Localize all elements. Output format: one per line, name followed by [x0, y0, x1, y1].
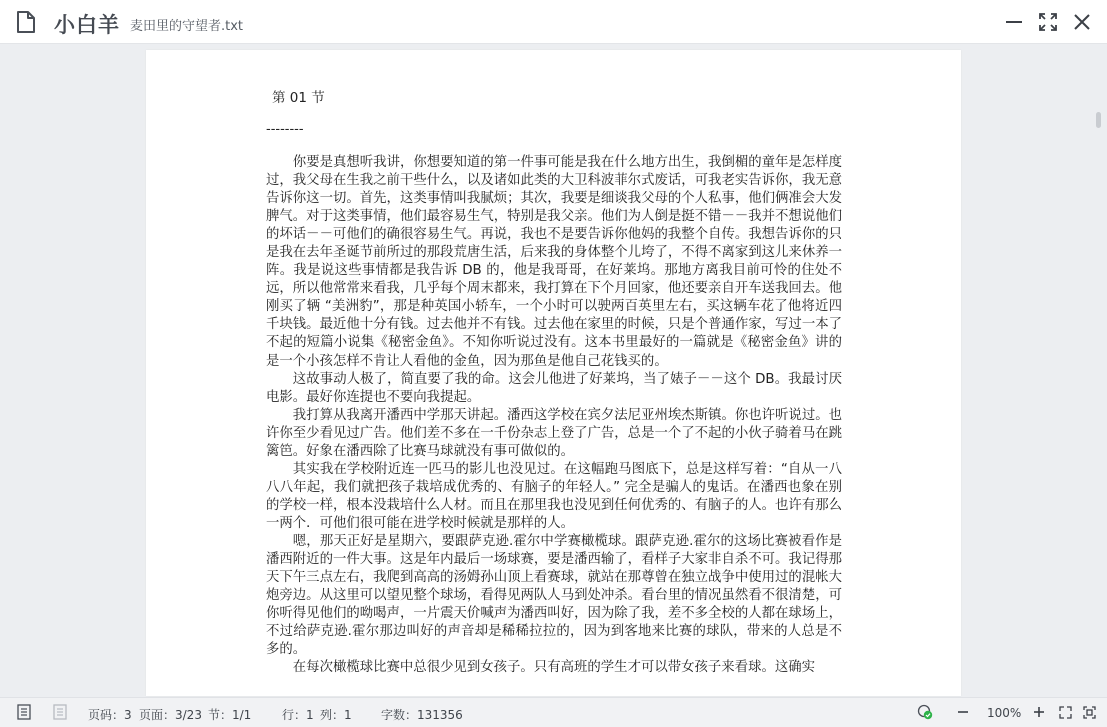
- minimize-icon: [1005, 13, 1023, 31]
- title-bar: [0, 0, 1107, 44]
- app-name: 小白羊: [54, 13, 120, 37]
- paragraph: 嗯，那天正好是星期六，要跟萨克逊.霍尔中学赛橄榄球。跟萨克逊.霍尔的这场比赛被看作是潘西附近的一件大事。这是年内最后一场球赛，要是潘西输了，看样子大家非自杀不可。我记得那天下午三点左右，我爬到高高的汤姆孙山顶上看赛球，就站在那尊曾在独立战争中使用过的混帐大炮旁边。从这里可以望见整个球场，看得见两队人马到处冲杀。看台里的情况虽然看不很清楚，可你听得见他们的呦喝声，一片震天价喊声为潘西叫好，因为除了我，差不多全校的人都在球场上，不过给萨克逊.霍尔那边叫好的声音却是稀稀拉拉的，因为到客地来比赛的球队，带来的人总是不多的。: [266, 533, 842, 658]
- fit-width-button[interactable]: [1057, 704, 1073, 720]
- web-view-icon: [53, 704, 67, 720]
- document-page[interactable]: [146, 50, 961, 696]
- close-button[interactable]: [1070, 10, 1094, 34]
- page-code: 页码：3: [88, 708, 132, 722]
- paragraph: 这故事动人极了，简直要了我的命。这会儿他进了好莱坞，当了婊子－－这个 DB。我最讨厌电影。最好你连提也不要向我提起。: [266, 371, 842, 405]
- document-body[interactable]: [266, 154, 842, 677]
- divider-line: --------: [266, 122, 304, 137]
- zoom-out-button[interactable]: [955, 704, 971, 720]
- maximize-button[interactable]: [1036, 10, 1060, 34]
- fit-width-icon: [1059, 706, 1072, 719]
- zoom-in-button[interactable]: [1031, 704, 1047, 720]
- zoom-level[interactable]: 100%: [987, 706, 1022, 720]
- vertical-scrollbar[interactable]: [1094, 112, 1102, 692]
- scrollbar-thumb[interactable]: [1096, 112, 1101, 128]
- paragraph: 在每次橄榄球比赛中总很少见到女孩子。只有高班的学生才可以带女孩子来看球。这确实: [292, 660, 816, 676]
- page-view-button[interactable]: [16, 704, 32, 720]
- web-view-button[interactable]: [52, 704, 68, 720]
- page-count[interactable]: 页面：3/23: [139, 708, 202, 722]
- status-bar: [0, 697, 1107, 727]
- fullscreen-icon: [1083, 706, 1096, 719]
- paragraph: 其实我在学校附近连一匹马的影儿也没见过。在这幅跑马图底下，总是这样写着：“自从一八八八年起，我们就把孩子栽培成优秀的、有脑子的年轻人。” 完全是骗人的鬼话。在潘西也象在别的学校一样，根本没栽培什么人材。而且在那里我也没见到任何优秀的、有脑子的人。也许有那么一两个．可他们很可能在进学校时候就是那样的人。: [266, 461, 842, 531]
- char-count[interactable]: 字数：131356: [381, 708, 463, 722]
- zoom-in-icon: [1033, 706, 1045, 718]
- chapter-title: 第 01 节: [272, 90, 325, 106]
- document-title: 麦田里的守望者.txt: [130, 19, 244, 34]
- fullscreen-button[interactable]: [1081, 704, 1097, 720]
- row-indicator: 行：1: [282, 708, 314, 722]
- minimize-button[interactable]: [1002, 10, 1026, 34]
- paragraph: 我打算从我离开潘西中学那天讲起。潘西这学校在宾夕法尼亚州埃杰斯镇。你也许听说过。也许你至少看见过广告。他们差不多在一千份杂志上登了广告，总是一个了不起的小伙子骑着马在跳篱笆。好象在潘西除了比赛马球就没有事可做似的。: [266, 407, 842, 459]
- paragraph: 你要是真想听我讲，你想要知道的第一件事可能是我在什么地方出生，我倒楣的童年是怎样度过，我父母在生我之前干些什么，以及诸如此类的大卫科波菲尔式废话，可我老实告诉你，我无意告诉你这一切。首先，这类事情叫我腻烦；其次，我要是细谈我父母的个人私事，他们俩准会大发脾气。对于这类事情，他们最容易生气，特别是我父亲。他们为人倒是挺不错－－我并不想说他们的坏话－－可他们的确很容易生气。再说，我也不是要告诉你他妈的我整个自传。我想告诉你的只是我在去年圣诞节前所过的那段荒唐生活，后来我的身体整个儿垮了，不得不离家到这儿来休养一阵。我是说这些事情都是我告诉 DB 的，他是我哥哥，在好莱坞。那地方离我目前可怜的住处不远，所以他常常来看我，几乎每个周末都来，我打算在下个月回家，他还要亲自开车送我回去。他刚买了辆 “美洲豹”，那是种英国小轿车，一个小时可以驶两百英里左右，买这辆车花了他将近四千块钱。最近他十分有钱。过去他并不有钱。过去他在家里的时候，只是个普通作家，写过一本了不起的短篇小说集《秘密金鱼》。不知你听说过没有。这本书里最好的一篇就是《秘密金鱼》讲的是一个小孩怎样不肯让人看他的金鱼，因为那鱼是他自己花钱买的。: [266, 155, 842, 369]
- column-indicator: 列：1: [320, 708, 352, 722]
- file-icon: [16, 11, 36, 33]
- section-indicator: 节：1/1: [208, 708, 252, 722]
- page-view-icon: [17, 704, 31, 720]
- maximize-icon: [1039, 13, 1057, 31]
- spellcheck-icon: [917, 704, 933, 720]
- close-icon: [1073, 13, 1091, 31]
- zoom-out-icon: [957, 706, 969, 718]
- spellcheck-button[interactable]: [917, 704, 933, 720]
